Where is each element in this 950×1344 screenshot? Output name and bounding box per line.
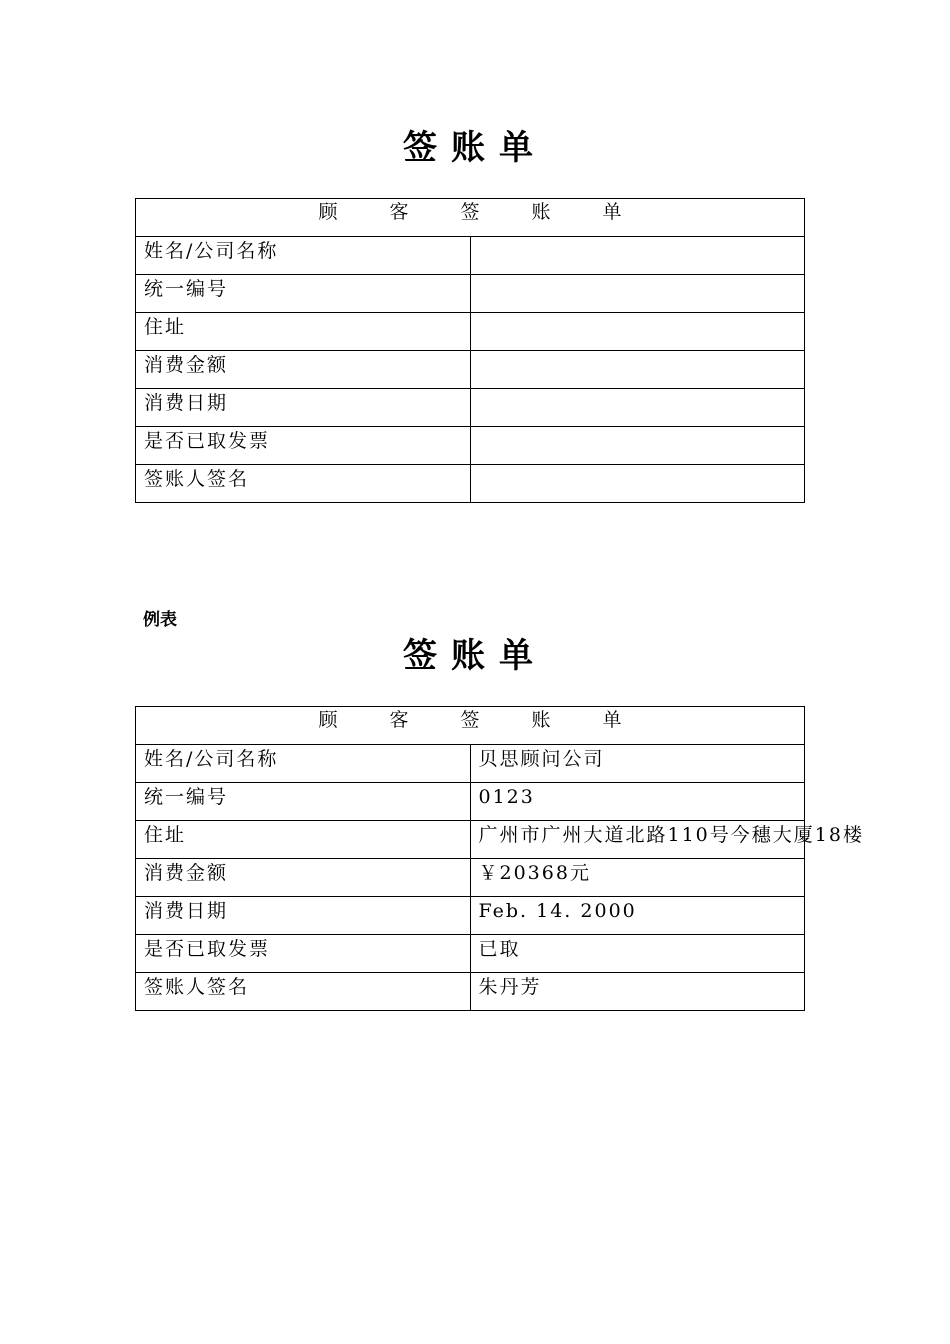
example-form-title: 签账单 <box>403 636 547 676</box>
field-value-id: 0123 <box>470 783 805 821</box>
field-label-id: 统一编号 <box>136 783 471 821</box>
field-label-date: 消费日期 <box>136 389 471 427</box>
field-label-name: 姓名/公司名称 <box>136 745 471 783</box>
field-label-signature: 签账人签名 <box>136 465 471 503</box>
form-header: 顾客签账单 <box>136 199 805 237</box>
field-label-amount: 消费金额 <box>136 859 471 897</box>
blank-signing-form <box>135 198 805 503</box>
field-label-invoice: 是否已取发票 <box>136 935 471 973</box>
table-row <box>136 351 805 389</box>
field-value-invoice[interactable] <box>470 427 805 465</box>
field-value-signature[interactable] <box>470 465 805 503</box>
example-signing-form <box>135 706 864 1011</box>
table-row <box>136 821 805 859</box>
form-header-row <box>136 707 805 745</box>
field-label-address: 住址 <box>136 313 471 351</box>
field-value-signature: 朱丹芳 <box>470 973 805 1011</box>
table-row <box>136 745 805 783</box>
field-value-amount[interactable] <box>470 351 805 389</box>
field-label-address: 住址 <box>136 821 471 859</box>
field-value-name[interactable] <box>470 237 805 275</box>
table-row <box>136 859 805 897</box>
field-value-address: 广州市广州大道北路110号今穗大厦18楼 <box>470 821 805 859</box>
blank-form-title: 签账单 <box>403 128 547 168</box>
field-value-date[interactable] <box>470 389 805 427</box>
table-row <box>136 935 805 973</box>
table-row <box>136 973 805 1011</box>
table-row <box>136 897 805 935</box>
field-value-id[interactable] <box>470 275 805 313</box>
table-row <box>136 275 805 313</box>
field-label-signature: 签账人签名 <box>136 973 471 1011</box>
field-value-invoice: 已取 <box>470 935 805 973</box>
field-value-date: Feb. 14. 2000 <box>470 897 805 935</box>
field-label-id: 统一编号 <box>136 275 471 313</box>
field-value-amount: ￥20368元 <box>470 859 805 897</box>
table-row <box>136 783 805 821</box>
field-label-date: 消费日期 <box>136 897 471 935</box>
table-row <box>136 427 805 465</box>
field-label-invoice: 是否已取发票 <box>136 427 471 465</box>
table-row <box>136 237 805 275</box>
field-label-amount: 消费金额 <box>136 351 471 389</box>
table-row <box>136 313 805 351</box>
table-row <box>136 465 805 503</box>
form-header: 顾客签账单 <box>136 707 805 745</box>
field-value-name: 贝思顾问公司 <box>470 745 805 783</box>
field-label-name: 姓名/公司名称 <box>136 237 471 275</box>
table-row <box>136 389 805 427</box>
form-header-row <box>136 199 805 237</box>
field-value-address[interactable] <box>470 313 805 351</box>
example-label: 例表 <box>143 610 177 630</box>
